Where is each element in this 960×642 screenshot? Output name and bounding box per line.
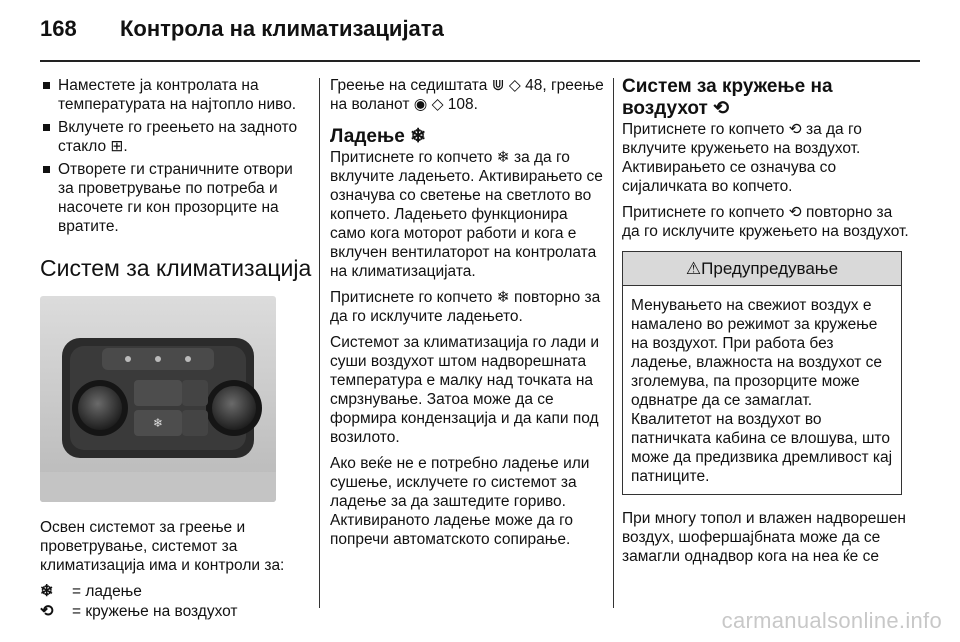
warning-body: Менувањето на свежиот воздух е намалено во режимот за кружење на воздухот. При работа без ладење, влажноста на воздухот се зголемува, па прозорците може одвнатре да се замаглат. Квалитетот на воздухот во патничката кабина се влошува, што може да предизвика дремливост кај патниците. xyxy=(631,297,893,485)
recirculation-heading: воздухот ⟲ xyxy=(622,98,730,119)
paragraph: Притиснете го копчето ❄ повторно за да го исклучите ладењето. xyxy=(330,289,601,325)
paragraph: Притиснете го копчето ⟲ за да го вклучите кружењето на воздухот. Активирањето се означува со сијаличката во копчето. xyxy=(622,121,862,195)
page-title: Контрола на климатизацијата xyxy=(120,16,444,41)
cooling-heading: Ладење ❄ xyxy=(330,126,426,147)
climate-control-panel-photo xyxy=(40,296,276,502)
section-heading: Систем за климатизација xyxy=(40,255,312,281)
column-divider xyxy=(613,78,614,608)
paragraph: При многу топол и влажен надворешен воздух, шофершајбната може да се замагли однадвор кога на неа ќе се xyxy=(622,510,906,565)
column-3 xyxy=(622,76,912,573)
paragraph: Системот за климатизација го лади и суши воздухот штом надворешната температура е малку над точката на смрзнување. Затоа може да се формира кондензација и да капи под возилото. xyxy=(330,334,600,446)
bullet-item: Отворете ги страничните отвори за проветрување по потреба и насочете ги кон прозорците на вратите. xyxy=(40,160,308,236)
snowflake-icon: ❄ xyxy=(40,583,54,600)
bullet-item: Наместете ја контролата на температурата на најтопло ниво. xyxy=(40,76,308,114)
paragraph: Ако веќе не е потребно ладење или сушење, исклучете го системот за ладење за да заштедите гориво. Активираното ладење може да го попречи автоматското сопирање. xyxy=(330,455,590,548)
legend-item xyxy=(40,582,308,601)
legend-text: = кружење на воздухот xyxy=(72,603,238,620)
page-header xyxy=(0,0,960,58)
control-panel-illustration xyxy=(40,296,276,502)
seat-heating-ref: Греење на седиштата ⋓ ◇ 48, греење на воланот ◉ ◇ 108. xyxy=(330,77,604,113)
paragraph: Притиснете го копчето ⟲ повторно за да го исклучите кружењето на воздухот. xyxy=(622,204,909,240)
header-rule xyxy=(40,60,920,62)
recirculation-icon: ⟲ xyxy=(40,603,54,620)
intro-text: Освен системот за греење и проветрување, системот за климатизација има и контроли за: xyxy=(40,519,285,574)
bullet-item: Вклучете го греењето на задното стакло ⊞. xyxy=(40,118,308,156)
warning-title: ⚠Предупредување xyxy=(623,252,901,286)
column-2 xyxy=(330,76,606,556)
legend-item xyxy=(40,602,308,621)
page-number: 168 xyxy=(40,16,77,41)
column-divider xyxy=(319,78,320,608)
svg-text:❄: ❄ xyxy=(152,416,164,430)
column-1 xyxy=(40,76,312,622)
recirculation-heading: Систем за кружење на xyxy=(622,76,833,97)
legend-text: = ладење xyxy=(72,583,142,600)
paragraph: Притиснете го копчето ❄ за да го вклучите ладењето. Активирањето се означува со светење на светлото во копчето. Ладењето функционира само кога моторот работи и кога е вклучен вентилаторот на контролата на климатизацијата. xyxy=(330,149,603,280)
warning-box xyxy=(622,251,902,495)
watermark: carmanualsonline.info xyxy=(721,608,942,633)
